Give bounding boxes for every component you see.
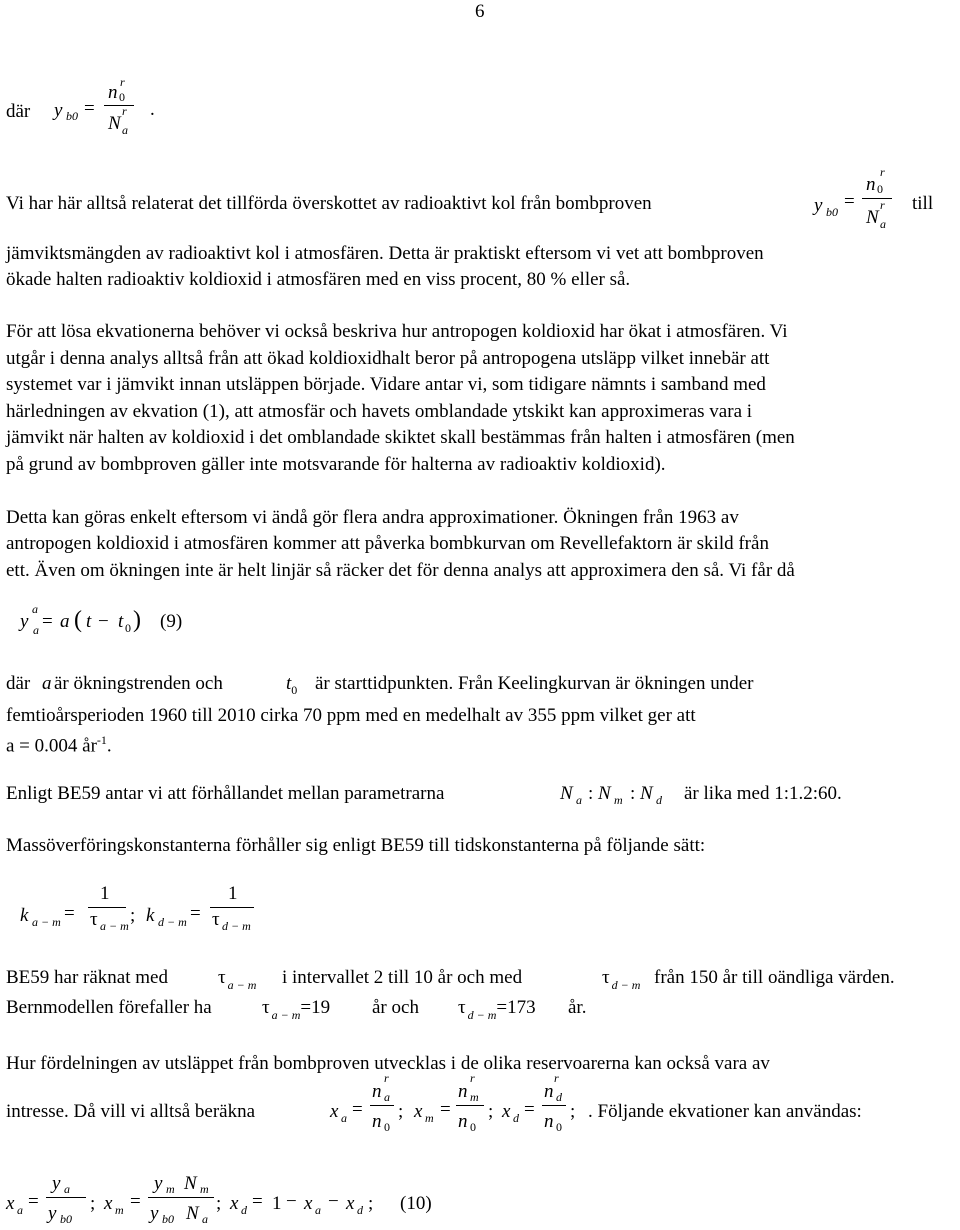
tau-am-2: τ $_{a - m}$=19: [262, 997, 331, 1022]
para7-line1-start: BE59 har räknat med: [6, 967, 168, 988]
para7-line1-end: från 150 år till oändliga värden.: [654, 967, 895, 988]
para4-dar: där: [6, 673, 31, 694]
para3-line3: ett. Även om ökningen inte är helt linjär så räcker det för denna analys att approximera den så. Vi får då: [6, 560, 795, 581]
para8-line2-end: . Följande ekvationer kan användas:: [588, 1101, 862, 1122]
para1-line3: ökade halten radioaktiv koldioxid i atmosfären med en viss procent, 80 % eller så.: [6, 269, 631, 290]
para3-line1: Detta kan göras enkelt eftersom vi ändå gör flera andra approximationer. Ökningen från 1963 av: [6, 507, 739, 528]
para2-line3: systemet var i jämvikt innan utsläppen började. Vidare antar vi, som tidigare nämnts i samband med: [6, 374, 766, 395]
para7-line2-mid: år och: [372, 997, 419, 1018]
para5-end: är lika med 1:1.2:60.: [684, 783, 842, 804]
tau-am-1: τ $_{a - m}$: [218, 967, 257, 992]
para2-line5: jämvikt när halten av koldioxid i det omblandade skiktet skall bestämmas från halten i atmosfären (men: [6, 427, 795, 448]
tau-dm-1: τ $_{d - m}$: [602, 967, 641, 992]
para4-line2: femtioårsperioden 1960 till 2010 cirka 70 ppm med en medelhalt av 355 ppm vilket ger att: [6, 705, 696, 726]
para1-line1: Vi har här alltså relaterat det tillförda överskottet av radioaktivt kol från bombproven: [6, 193, 652, 214]
para1-till: till: [912, 193, 934, 214]
para4-line3: a = 0.004 $år^{-1}$.: [6, 733, 112, 757]
para2-line4: härledningen av ekvation (1), att atmosfär och havets omblandade ytskikt kan approximeras vara i: [6, 401, 753, 422]
var-a: a: [42, 673, 52, 694]
para4-line1-mid: är ökningstrenden och: [54, 673, 223, 694]
para5-start: Enligt BE59 antar vi att förhållandet mellan parametrarna: [6, 783, 445, 804]
para6: Massöverföringskonstanterna förhåller sig enligt BE59 till tidskonstanterna på följande sätt:: [6, 835, 706, 856]
para8-line2-start: intresse. Då vill vi alltså beräkna: [6, 1101, 256, 1122]
para4-line1-end: är starttidpunkten. Från Keelingkurvan är ökningen under: [315, 673, 754, 694]
page-number: 6: [475, 1, 485, 22]
para7-line2-start: Bernmodellen förefaller ha: [6, 997, 212, 1018]
para2-line2: utgår i denna analys alltså från att ökad koldioxidhalt beror på antropogena utsläpp vilket innebär att: [6, 348, 770, 369]
para7-line1-mid: i intervallet 2 till 10 år och med: [282, 967, 523, 988]
para2-line6: på grund av bombproven gäller inte motsvarande för halterna av radioaktiv koldioxid).: [6, 454, 666, 475]
para2-line1: För att lösa ekvationerna behöver vi också beskriva hur antropogen koldioxid har ökat i atmosfären. Vi: [6, 321, 788, 342]
var-t0: $t_0$: [286, 673, 298, 697]
equation-9-label: (9): [160, 611, 183, 632]
para3-line2: antropogen koldioxid i atmosfären kommer att påverka bombkurvan om Revellefaktorn är skild från: [6, 533, 769, 554]
equation-10-label: (10): [400, 1193, 432, 1214]
para7-line2-end: år.: [568, 997, 587, 1018]
tau-dm-2: τ $_{d - m}$=173: [458, 997, 536, 1022]
text-dar: där: [6, 101, 31, 122]
para8-line1: Hur fördelningen av utsläppet från bombproven utvecklas i de olika reservoarerna kan också vara av: [6, 1053, 770, 1074]
para1-line2: jämviktsmängden av radioaktivt kol i atmosfären. Detta är praktiskt eftersom vi vet att bombproven: [6, 243, 764, 264]
